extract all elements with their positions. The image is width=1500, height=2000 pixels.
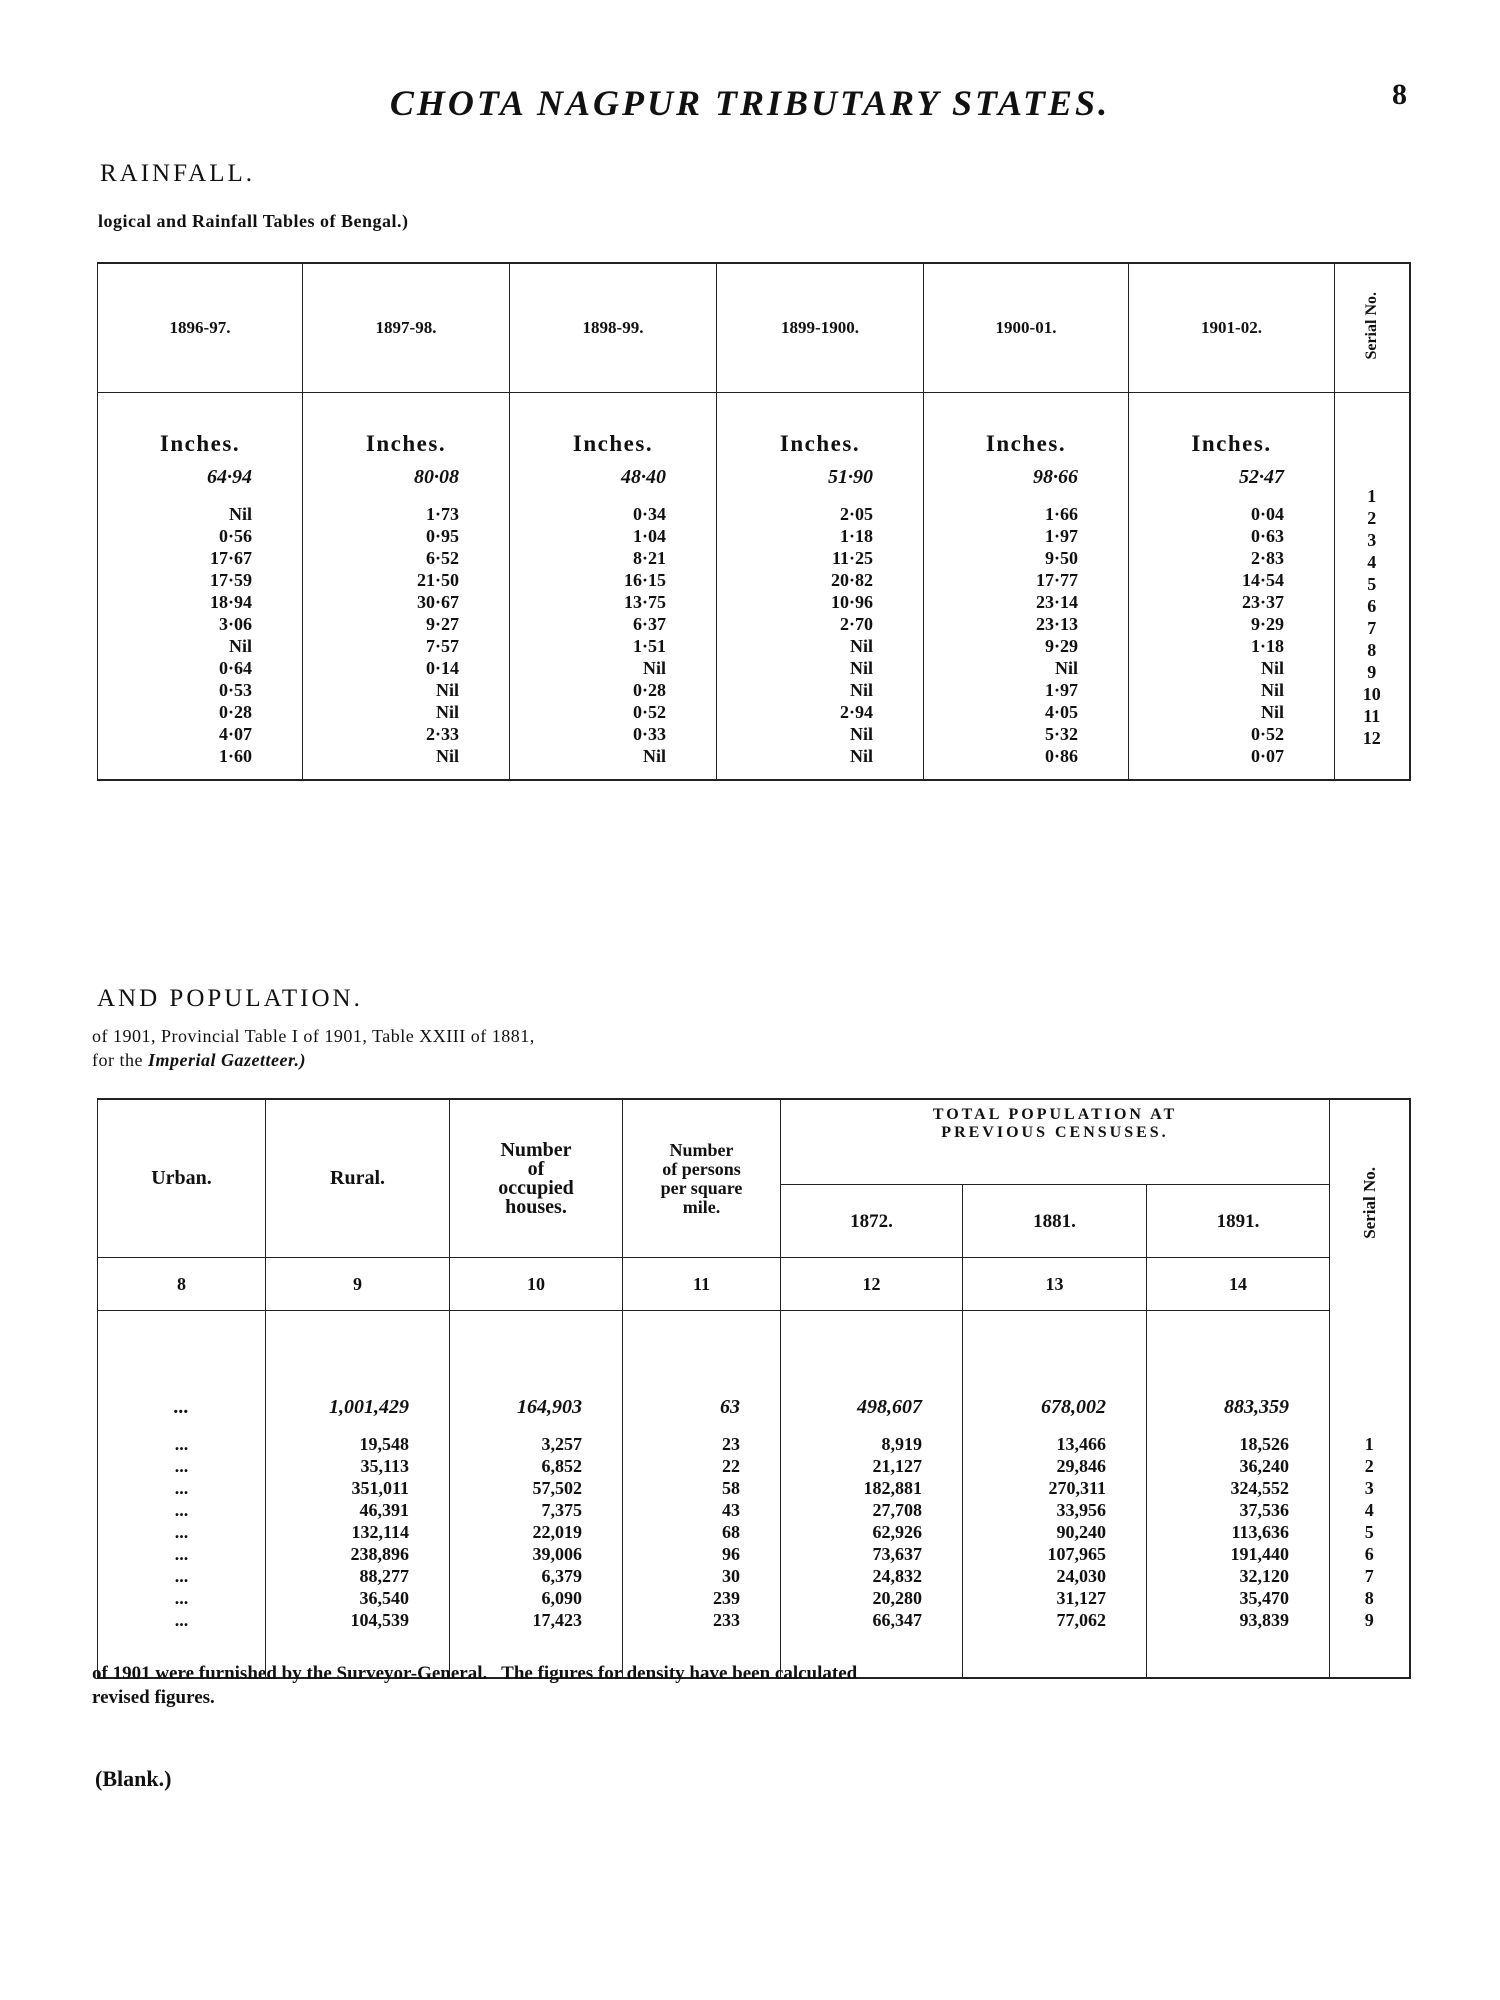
population-title: AND POPULATION. [97,985,363,1012]
previous-censuses-header: TOTAL POPULATION AT PREVIOUS CENSUSES. [781,1099,1330,1185]
column-number: 8 [98,1258,266,1311]
unit-label: Inches. [303,393,510,458]
population-subtitle-2: for the Imperial Gazetteer.) [92,1050,306,1070]
year-header: 1896-97. [98,263,303,393]
houses-values: 3,257 6,852 57,502 7,375 22,019 39,006 6,379 6,090 17,423 [450,1425,623,1678]
column-number: 9 [266,1258,450,1311]
rainfall-subtitle: logical and Rainfall Tables of Bengal.) [98,211,409,231]
page-number: 8 [1392,78,1407,111]
total-rural: 1,001,429 [266,1311,450,1426]
total-serial [1330,1311,1410,1426]
population-table [97,1098,1411,1679]
rainfall-values: 2·05 1·18 11·25 20·82 10·96 2·70 Nil Nil Nil 2·94 Nil Nil [717,497,924,780]
year-header: 1897-98. [303,263,510,393]
year-1872-header: 1872. [781,1185,963,1258]
unit-label: Inches. [924,393,1129,458]
total-urban: ... [98,1311,266,1426]
column-number: 12 [781,1258,963,1311]
unit-label: Inches. [510,393,717,458]
rural-header: Rural. [266,1099,450,1258]
serial-values: 1 2 3 4 5 6 7 8 9 [1330,1425,1410,1678]
rural-values: 19,548 35,113 351,011 46,391 132,114 238,896 88,277 36,540 104,539 [266,1425,450,1678]
total-1891: 883,359 [1147,1311,1330,1426]
footnote-line-2: revised figures. [92,1687,215,1708]
rainfall-values: Nil 0·56 17·67 17·59 18·94 3·06 Nil 0·64 0·53 0·28 4·07 1·60 [98,497,303,780]
density-header: Number of persons per square mile. [623,1099,781,1258]
serial-header: Serial No. [1330,1099,1410,1311]
houses-header: Number of occupied houses. [450,1099,623,1258]
average-value: 80·08 [303,457,510,497]
rainfall-values: 1·66 1·97 9·50 17·77 23·14 23·13 9·29 Nil 1·97 4·05 5·32 0·86 [924,497,1129,780]
unit-label: Inches. [717,393,924,458]
rainfall-values: 0·04 0·63 2·83 14·54 23·37 9·29 1·18 Nil Nil Nil 0·52 0·07 [1129,497,1335,780]
rainfall-table [97,262,1411,781]
total-1872: 498,607 [781,1311,963,1426]
y1872-values: 8,919 21,127 182,881 27,708 62,926 73,637 24,832 20,280 66,347 [781,1425,963,1678]
footnote-line-1: of 1901 were furnished by the Surveyor-General. The figures for density have been calculated [92,1663,858,1684]
year-header: 1899-1900. [717,263,924,393]
average-value: 51·90 [717,457,924,497]
unit-label: Inches. [1129,393,1335,458]
column-number: 13 [963,1258,1147,1311]
y1881-values: 13,466 29,846 270,311 33,956 90,240 107,965 24,030 31,127 77,062 [963,1425,1147,1678]
running-title: CHOTA NAGPUR TRIBUTARY STATES. [389,83,1111,123]
year-header: 1901-02. [1129,263,1335,393]
population-subtitle-1: of 1901, Provincial Table I of 1901, Table XXIII of 1881, [92,1026,535,1046]
column-number: 11 [623,1258,781,1311]
total-houses: 164,903 [450,1311,623,1426]
year-1881-header: 1881. [963,1185,1147,1258]
urban-header: Urban. [98,1099,266,1258]
y1891-values: 18,526 36,240 324,552 37,536 113,636 191,440 32,120 35,470 93,839 [1147,1425,1330,1678]
rainfall-values: 1·73 0·95 6·52 21·50 30·67 9·27 7·57 0·14 Nil Nil 2·33 Nil [303,497,510,780]
column-number: 10 [450,1258,623,1311]
average-value: 48·40 [510,457,717,497]
total-1881: 678,002 [963,1311,1147,1426]
rainfall-values: 0·34 1·04 8·21 16·15 13·75 6·37 1·51 Nil 0·28 0·52 0·33 Nil [510,497,717,780]
year-header: 1898-99. [510,263,717,393]
unit-label: Inches. [98,393,303,458]
column-number: 14 [1147,1258,1330,1311]
average-value: 64·94 [98,457,303,497]
total-density: 63 [623,1311,781,1426]
average-value: 52·47 [1129,457,1335,497]
urban-values: ... ... ... ... ... ... ... ... ... [98,1425,266,1678]
serial-column: 1 2 3 4 5 6 7 8 9 10 11 12 [1335,393,1410,781]
year-1891-header: 1891. [1147,1185,1330,1258]
year-header: 1900-01. [924,263,1129,393]
blank-note: (Blank.) [95,1766,172,1791]
serial-header: Serial No. [1335,263,1410,393]
density-values: 23 22 58 43 68 96 30 239 233 [623,1425,781,1678]
average-value: 98·66 [924,457,1129,497]
rainfall-title: RAINFALL. [100,160,256,187]
